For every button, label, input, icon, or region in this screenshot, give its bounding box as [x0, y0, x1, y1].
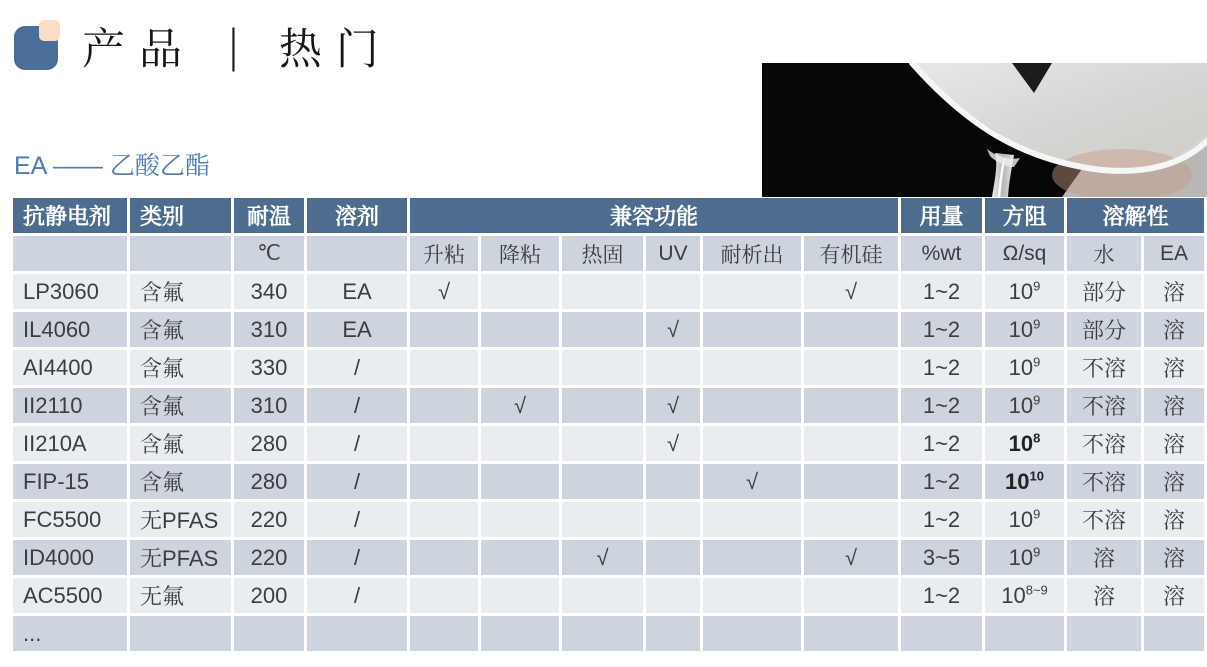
cell-uv [646, 616, 700, 651]
cell-silicone [804, 388, 898, 423]
table-row [13, 312, 1204, 347]
cell-ea: 溶 [1144, 502, 1204, 537]
cell-viscosity-down [481, 426, 559, 461]
cell-silicone [804, 426, 898, 461]
cell-viscosity-down: √ [481, 388, 559, 423]
section-subtitle: EA —— 乙酸乙酯 [14, 152, 210, 180]
title-product: 产品 [82, 25, 196, 75]
cell-dosage: 3~5 [901, 540, 982, 575]
cell-viscosity-up [410, 350, 478, 385]
product-table [10, 195, 1207, 654]
cell-viscosity-down [481, 616, 559, 651]
cell-dosage: 1~2 [901, 274, 982, 309]
cell-solvent: / [307, 388, 407, 423]
table-head [13, 198, 1204, 271]
cell-precipitation-resistance [703, 578, 801, 613]
cell-water: 不溶 [1067, 388, 1141, 423]
cell-agent: AI4400 [13, 350, 127, 385]
cell-thermoset [562, 388, 643, 423]
cell-thermoset [562, 274, 643, 309]
cell-precipitation-resistance [703, 540, 801, 575]
cell-category: 无PFAS [130, 540, 231, 575]
cell-water: 不溶 [1067, 464, 1141, 499]
cell-water: 部分 [1067, 312, 1141, 347]
table-row [13, 616, 1204, 651]
sub-header-ea: EA [1144, 236, 1204, 271]
cell-precipitation-resistance [703, 312, 801, 347]
cell-precipitation-resistance [703, 274, 801, 309]
cell-temp: 310 [234, 312, 304, 347]
cell-temp: 280 [234, 464, 304, 499]
cell-viscosity-up [410, 616, 478, 651]
cell-uv: √ [646, 388, 700, 423]
cell-temp: 200 [234, 578, 304, 613]
cell-dosage: 1~2 [901, 578, 982, 613]
cell-sheet-resistance [985, 616, 1064, 651]
cell-ea: 溶 [1144, 578, 1204, 613]
col-header-category: 类别 [130, 198, 231, 233]
cell-water: 部分 [1067, 274, 1141, 309]
sub-header-category [130, 236, 231, 271]
cell-sheet-resistance: $10^9$ [985, 502, 1064, 537]
cell-precipitation-resistance: √ [703, 464, 801, 499]
col-header-solubility: 溶解性 [1067, 198, 1204, 233]
cell-category: 含氟 [130, 426, 231, 461]
cell-dosage: 1~2 [901, 350, 982, 385]
cell-solvent: / [307, 426, 407, 461]
cell-viscosity-up: √ [410, 274, 478, 309]
cell-water [1067, 616, 1141, 651]
cell-viscosity-up [410, 464, 478, 499]
sub-header-uv: UV [646, 236, 700, 271]
table-row [13, 578, 1204, 613]
table-row [13, 540, 1204, 575]
cell-thermoset: √ [562, 540, 643, 575]
cell-uv [646, 502, 700, 537]
cell-viscosity-up [410, 312, 478, 347]
cell-silicone: √ [804, 274, 898, 309]
cell-solvent: / [307, 540, 407, 575]
cell-temp: 330 [234, 350, 304, 385]
cell-thermoset [562, 502, 643, 537]
cell-solvent: / [307, 502, 407, 537]
col-header-sheet-resistance: 方阻 [985, 198, 1064, 233]
cell-thermoset [562, 616, 643, 651]
cell-thermoset [562, 464, 643, 499]
cell-ea: 溶 [1144, 540, 1204, 575]
product-photo [762, 63, 1207, 197]
cell-uv [646, 578, 700, 613]
sub-header-temp: ℃ [234, 236, 304, 271]
cell-precipitation-resistance [703, 350, 801, 385]
cell-category: 含氟 [130, 274, 231, 309]
table-body [13, 274, 1204, 651]
cell-category [130, 616, 231, 651]
cell-temp: 340 [234, 274, 304, 309]
cell-silicone [804, 616, 898, 651]
cell-uv [646, 350, 700, 385]
cell-agent: FIP-15 [13, 464, 127, 499]
cell-solvent [307, 616, 407, 651]
page-title [82, 16, 393, 77]
cell-uv [646, 540, 700, 575]
cell-thermoset [562, 312, 643, 347]
cell-viscosity-down [481, 350, 559, 385]
cell-water: 溶 [1067, 578, 1141, 613]
col-header-compatibility: 兼容功能 [410, 198, 898, 233]
cell-category: 含氟 [130, 464, 231, 499]
cell-silicone [804, 350, 898, 385]
cell-category: 无氟 [130, 578, 231, 613]
cell-sheet-resistance: $10^9$ [985, 388, 1064, 423]
sub-header-dosage: %wt [901, 236, 982, 271]
cell-viscosity-up [410, 540, 478, 575]
cell-silicone [804, 578, 898, 613]
cell-category: 含氟 [130, 312, 231, 347]
table-row [13, 502, 1204, 537]
sub-header-agent [13, 236, 127, 271]
sub-header-thermoset: 热固 [562, 236, 643, 271]
cell-solvent: EA [307, 312, 407, 347]
cell-silicone [804, 502, 898, 537]
cell-viscosity-down [481, 540, 559, 575]
title-divider: | [228, 21, 238, 72]
cell-solvent: EA [307, 274, 407, 309]
col-header-temp: 耐温 [234, 198, 304, 233]
cell-silicone [804, 464, 898, 499]
cell-ea [1144, 616, 1204, 651]
cell-thermoset [562, 578, 643, 613]
cell-dosage: 1~2 [901, 502, 982, 537]
cell-sheet-resistance: $10^9$ [985, 274, 1064, 309]
cell-viscosity-down [481, 578, 559, 613]
cell-sheet-resistance: $10^8$ [985, 426, 1064, 461]
cell-water: 不溶 [1067, 502, 1141, 537]
table-row [13, 350, 1204, 385]
cell-sheet-resistance: $10^9$ [985, 312, 1064, 347]
cell-agent: ... [13, 616, 127, 651]
table-row [13, 464, 1204, 499]
cell-agent: AC5500 [13, 578, 127, 613]
cell-sheet-resistance: $10^9$ [985, 350, 1064, 385]
cell-ea: 溶 [1144, 350, 1204, 385]
cell-dosage: 1~2 [901, 312, 982, 347]
cell-temp: 310 [234, 388, 304, 423]
cell-solvent: / [307, 578, 407, 613]
table-row [13, 388, 1204, 423]
cell-uv [646, 274, 700, 309]
cell-dosage [901, 616, 982, 651]
cell-viscosity-up [410, 578, 478, 613]
cell-sheet-resistance: $10^9$ [985, 540, 1064, 575]
cell-agent: II210A [13, 426, 127, 461]
cell-uv: √ [646, 426, 700, 461]
cell-silicone: √ [804, 540, 898, 575]
cell-viscosity-down [481, 274, 559, 309]
cell-precipitation-resistance [703, 426, 801, 461]
cell-agent: FC5500 [13, 502, 127, 537]
cell-viscosity-up [410, 426, 478, 461]
cell-water: 不溶 [1067, 350, 1141, 385]
cell-temp: 220 [234, 540, 304, 575]
cell-ea: 溶 [1144, 274, 1204, 309]
cell-dosage: 1~2 [901, 426, 982, 461]
cell-ea: 溶 [1144, 464, 1204, 499]
cell-category: 无PFAS [130, 502, 231, 537]
cell-temp: 220 [234, 502, 304, 537]
cell-ea: 溶 [1144, 312, 1204, 347]
cell-dosage: 1~2 [901, 464, 982, 499]
sub-header-viscosity-down: 降粘 [481, 236, 559, 271]
table-row [13, 274, 1204, 309]
cell-agent: LP3060 [13, 274, 127, 309]
cell-temp: 280 [234, 426, 304, 461]
logo-peach-square [39, 20, 60, 41]
cell-water: 不溶 [1067, 426, 1141, 461]
sub-header-water: 水 [1067, 236, 1141, 271]
sub-header-silicone: 有机硅 [804, 236, 898, 271]
sub-header-viscosity-up: 升粘 [410, 236, 478, 271]
cell-solvent: / [307, 350, 407, 385]
cell-thermoset [562, 426, 643, 461]
cell-uv: √ [646, 312, 700, 347]
sub-header-solvent [307, 236, 407, 271]
cell-solvent: / [307, 464, 407, 499]
cell-precipitation-resistance [703, 616, 801, 651]
sub-header-sheet-resistance: Ω/sq [985, 236, 1064, 271]
title-hot: 热门 [278, 25, 393, 75]
cell-viscosity-down [481, 502, 559, 537]
cell-viscosity-up [410, 502, 478, 537]
sub-header-precipitation-resistance: 耐析出 [703, 236, 801, 271]
cell-precipitation-resistance [703, 388, 801, 423]
table-row [13, 426, 1204, 461]
cell-temp [234, 616, 304, 651]
cell-sheet-resistance: $10^{8\sim 9}$ [985, 578, 1064, 613]
cell-uv [646, 464, 700, 499]
cell-ea: 溶 [1144, 426, 1204, 461]
col-header-solvent: 溶剂 [307, 198, 407, 233]
cell-category: 含氟 [130, 350, 231, 385]
cell-thermoset [562, 350, 643, 385]
col-header-dosage: 用量 [901, 198, 982, 233]
cell-agent: ID4000 [13, 540, 127, 575]
cell-viscosity-down [481, 464, 559, 499]
cell-sheet-resistance: $10^{10}$ [985, 464, 1064, 499]
col-header-agent: 抗静电剂 [13, 198, 127, 233]
cell-agent: IL4060 [13, 312, 127, 347]
cell-ea: 溶 [1144, 388, 1204, 423]
cell-silicone [804, 312, 898, 347]
cell-viscosity-down [481, 312, 559, 347]
cell-water: 溶 [1067, 540, 1141, 575]
cell-dosage: 1~2 [901, 388, 982, 423]
cell-agent: II2110 [13, 388, 127, 423]
cell-viscosity-up [410, 388, 478, 423]
cell-category: 含氟 [130, 388, 231, 423]
cell-precipitation-resistance [703, 502, 801, 537]
logo [14, 20, 66, 70]
